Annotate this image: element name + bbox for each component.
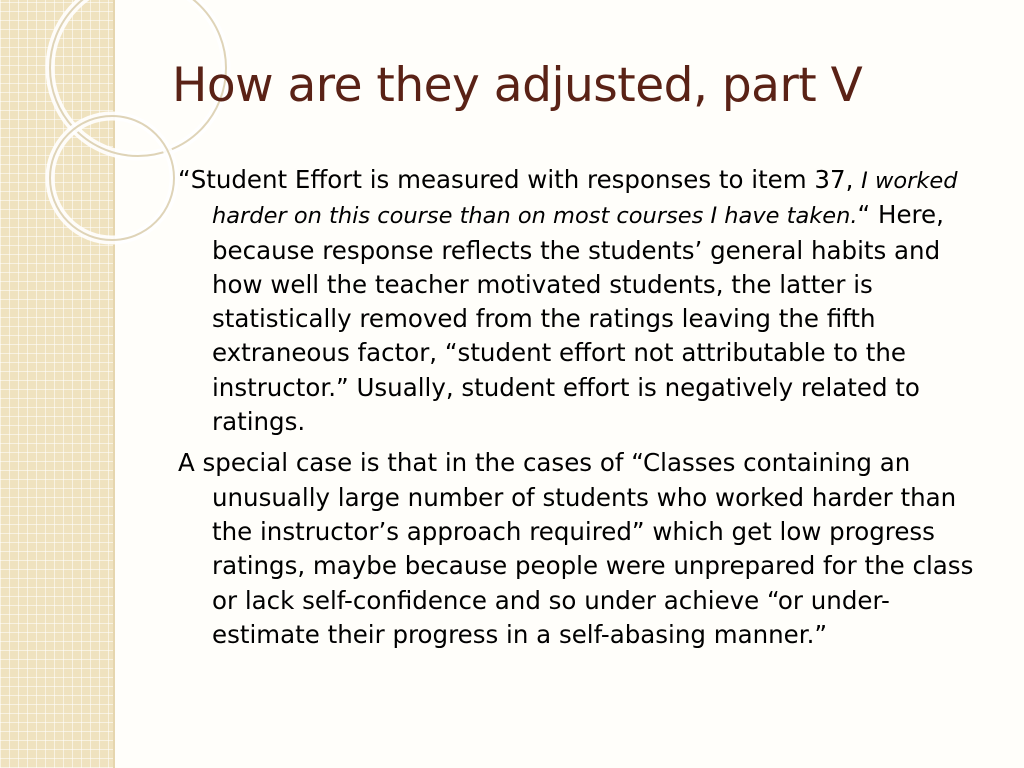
slide-title: How are they adjusted, part V bbox=[172, 58, 863, 113]
paragraph-student-effort-rest: “ Here, because response reflects the students’ general habits and how well the teacher motivated students, the latter is statistically removed from the ratings leaving the fifth extraneous factor, “student effort not attributable to the instructor.” Usually, student effort is negatively related to ratings. bbox=[212, 200, 944, 437]
decorative-ring-small-shadow bbox=[50, 116, 174, 240]
slide-body bbox=[178, 163, 993, 659]
paragraph-student-effort-lead: “Student Effort is measured with responses to item 37, bbox=[178, 165, 862, 194]
paragraph-student-effort-item-quote: I worked harder on this course than on most courses I have taken. bbox=[212, 168, 958, 230]
paragraph-student-effort bbox=[178, 163, 993, 439]
paragraph-special-case: A special case is that in the cases of “Classes containing an unusually large number of students who worked harder than the instructor’s approach required” which get low progress ratings, maybe because people were unprepared for the class or lack self-confidence and so under achieve “or under-estimate their progress in a self-abasing manner.” bbox=[178, 448, 974, 649]
